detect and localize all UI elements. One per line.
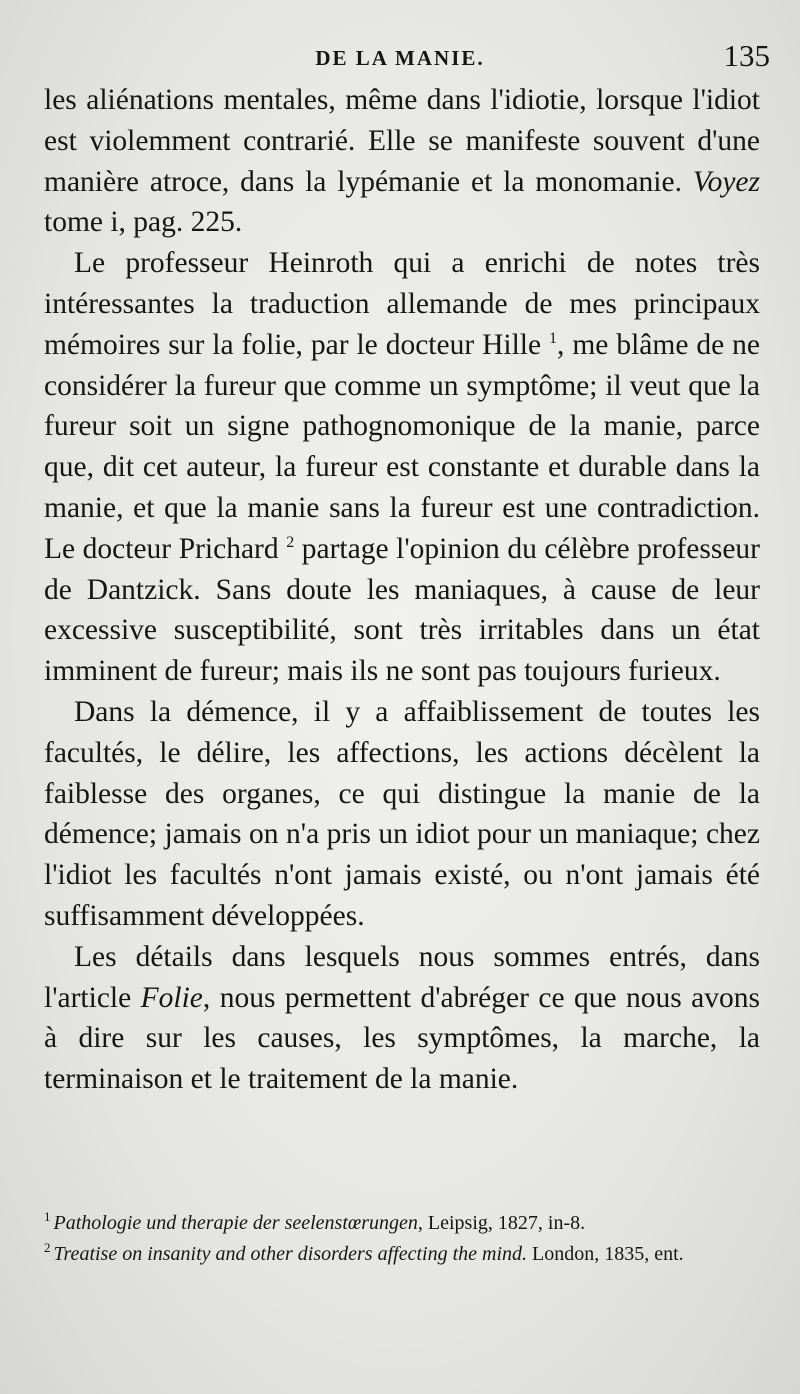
footnote-2 [44, 1239, 760, 1270]
paragraph-4-text-b: , nous permettent d'abréger ce que nous avons à dire sur les causes, les symptômes, la marche, la terminaison et le traitement de la manie. [44, 981, 760, 1096]
paragraph-3: Dans la démence, il y a affaiblissement de toutes les facultés, le délire, les affections, les actions décèlent la faiblesse des organes, ce qui distingue la manie de la démence; jamais on n'a pris un idiot pour un maniaque; chez l'idiot les facultés n'ont jamais existé, ou n'ont jamais été suffisamment développées. [44, 695, 760, 932]
page-number: 135 [723, 38, 770, 73]
running-head: DE LA MANIE. [315, 46, 485, 70]
footnote-ref-2: 2 [286, 533, 295, 551]
footnote-ref-1: 1 [549, 329, 558, 347]
paragraph-2-text-b: , me blâme de ne considérer la fureur que comme un symptôme; il veut que la fureur soit un signe pathognomonique de la manie, parce que, dit cet auteur, la fureur est constante et durable dans la manie, et que la manie sans la fureur est une contradiction. Le docteur Prichard [44, 328, 760, 565]
footnotes [44, 1208, 760, 1270]
footnote-1-rest: , Leipsig, 1827, in-8. [417, 1212, 586, 1234]
paragraph-1 [44, 80, 760, 243]
paragraph-2-text-c: partage l'opinion du célèbre professeur de Dantzick. Sans doute les maniaques, à cause de leur excessive susceptibilité, sont très irritables dans un état imminent de fureur; mais ils ne sont pas toujours furieux. [44, 532, 760, 688]
paragraph-2-text-a: Le professeur Heinroth qui a enrichi de notes très intéressantes la traduction allemande de mes principaux mémoires sur la folie, par le docteur Hille [44, 247, 760, 361]
body-text [44, 80, 760, 1100]
paragraph-1-text-b: tome i, pag. 225. [44, 206, 243, 239]
paragraph-4-italic: Folie [140, 981, 203, 1014]
footnote-1-title: Pathologie und therapie der seelenstœrungen [53, 1212, 418, 1234]
paragraph-4-text-a: Les détails dans lesquels nous sommes entrés, dans l'article [44, 940, 760, 1014]
paragraph-1-text-a: les aliénations mentales, même dans l'idiotie, lorsque l'idiot est violemment contrarié. Elle se manifeste souvent d'une manière atroce, dans la lypémanie et la monomanie. [44, 84, 760, 198]
footnote-2-mark: 2 [44, 1240, 51, 1256]
footnote-2-rest: London, 1835, ent. [527, 1243, 684, 1265]
paragraph-1-italic: Voyez [692, 165, 760, 198]
footnote-1-mark: 1 [44, 1209, 51, 1225]
footnote-2-title: Treatise on insanity and other disorders affecting the mind. [53, 1243, 527, 1265]
footnote-1 [44, 1208, 760, 1239]
paragraph-4 [44, 937, 760, 1100]
paragraph-2 [44, 243, 760, 692]
